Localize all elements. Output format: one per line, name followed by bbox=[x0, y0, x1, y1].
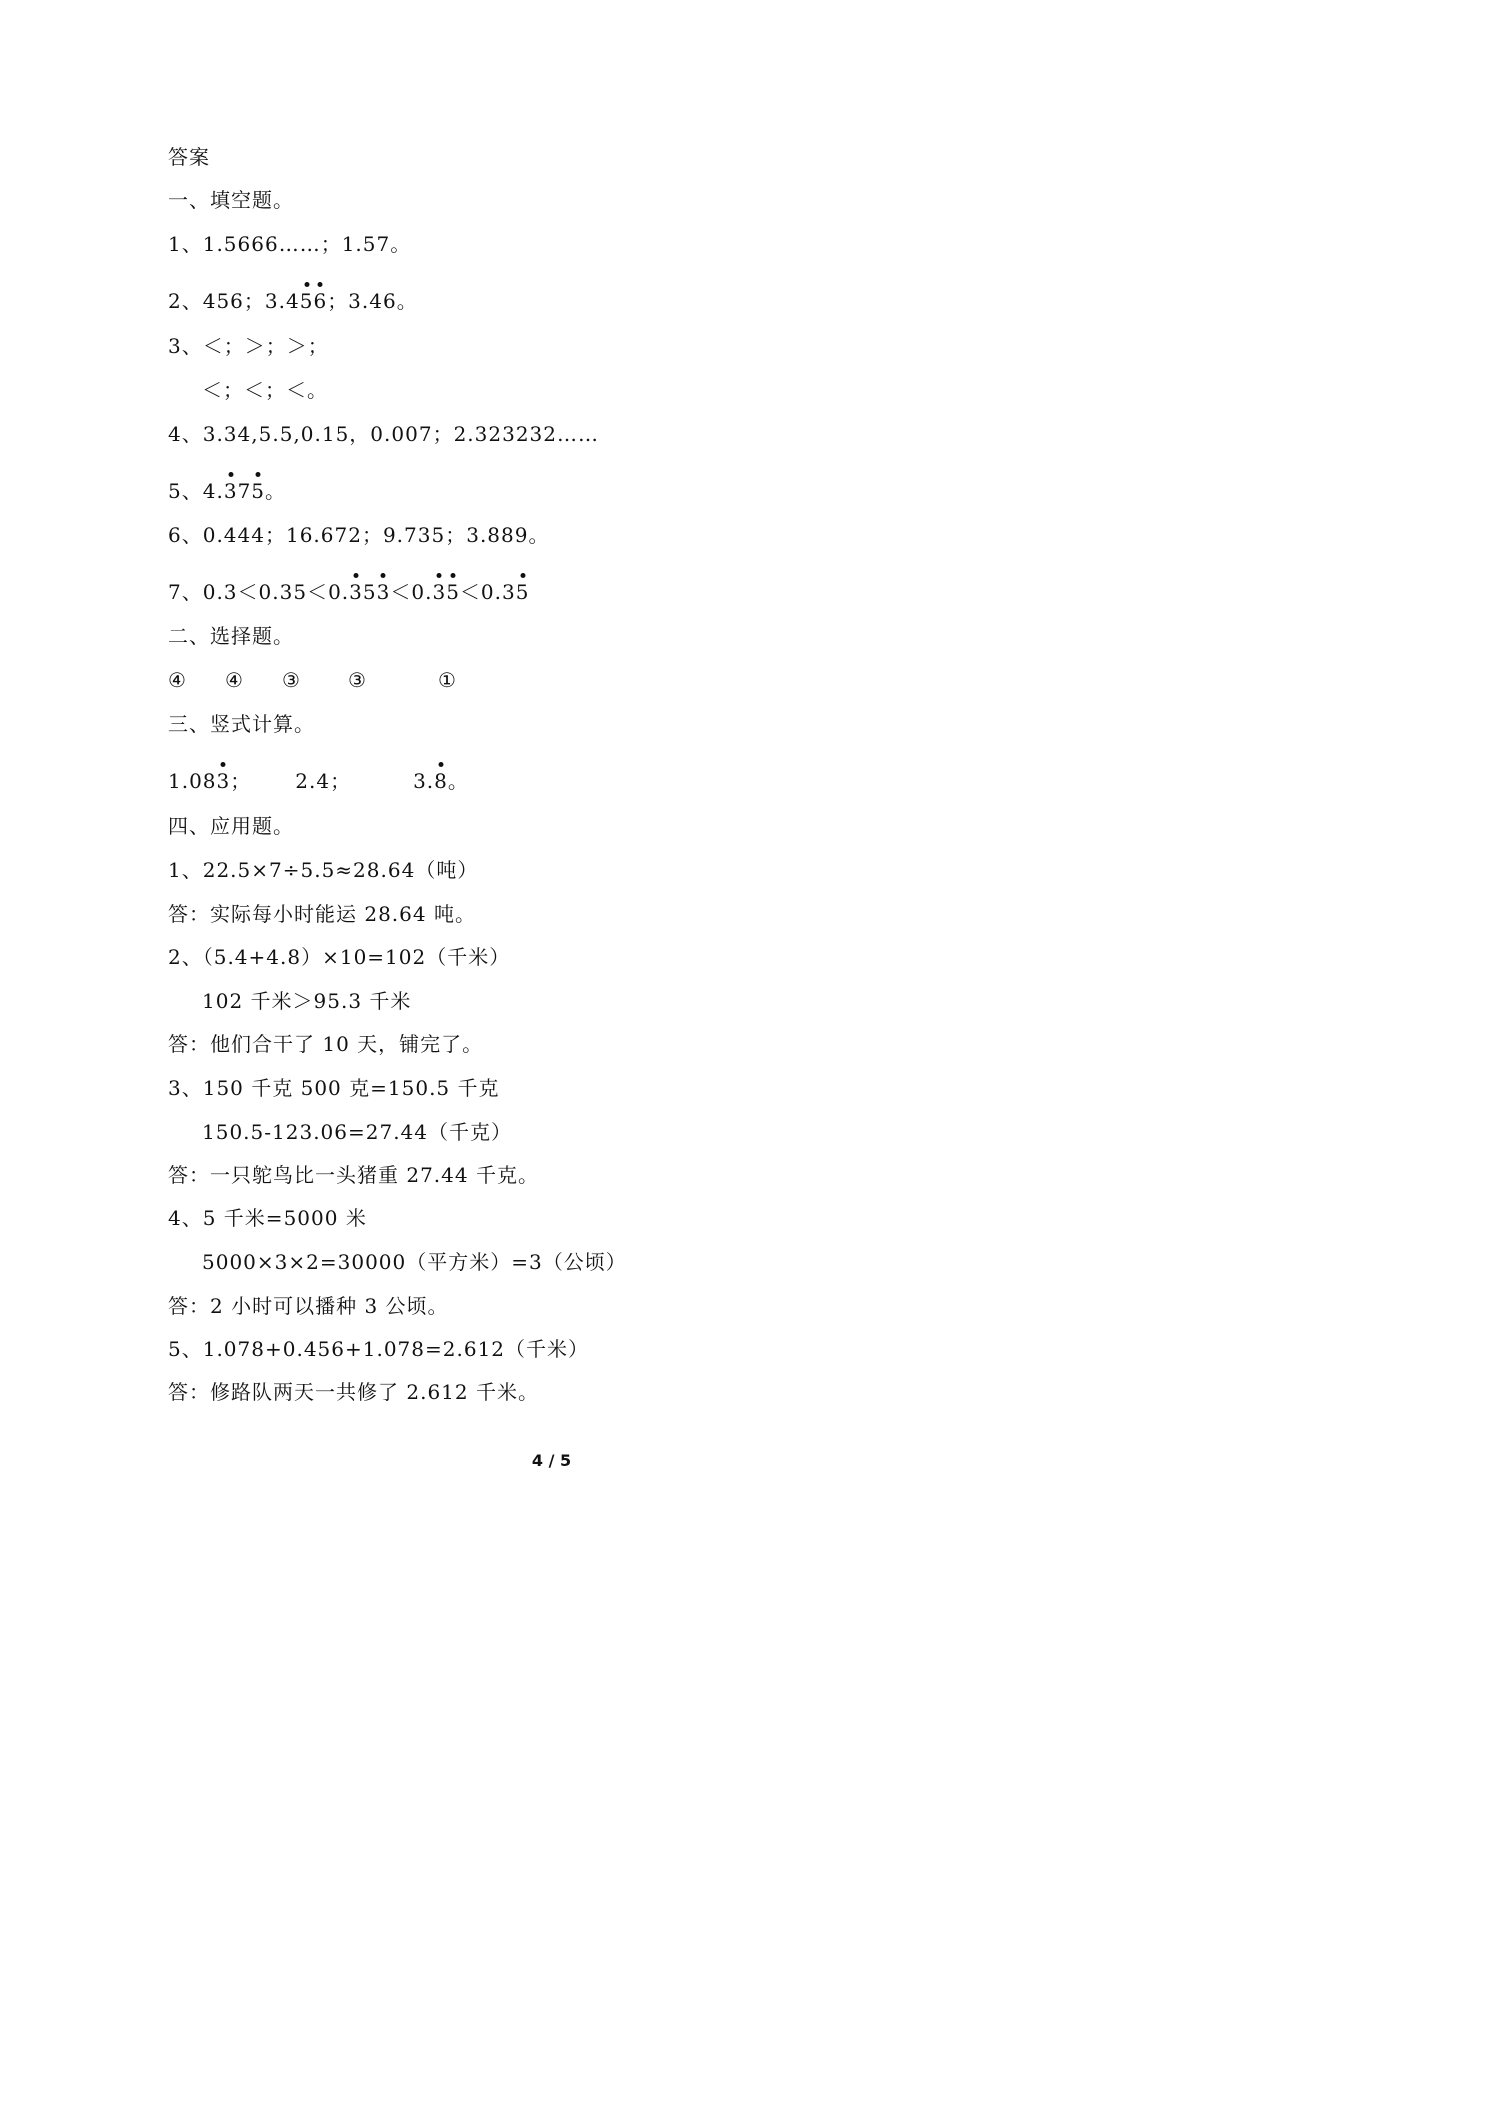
answer-line-3b: ＜；＜；＜。 bbox=[202, 378, 328, 402]
decimal-part: 0.3 bbox=[480, 580, 516, 604]
section-heading-vertical-calc: 三、竖式计算。 bbox=[168, 712, 315, 736]
answer-line-1: 1、1.5666……；1.57。 bbox=[168, 232, 412, 256]
answer-text: 7、0.3＜0.35＜ bbox=[168, 580, 329, 604]
less-than-sign: ＜ bbox=[459, 580, 481, 604]
section-heading-application: 四、应用题。 bbox=[168, 814, 294, 838]
section-heading-fill-blank: 一、填空题。 bbox=[168, 188, 294, 212]
decimal-part: 4. bbox=[202, 479, 224, 503]
problem-3-calc: 150.5-123.06=27.44（千克） bbox=[202, 1120, 513, 1144]
problem-5-answer: 答：修路队两天一共修了 2.612 千米。 bbox=[168, 1380, 539, 1404]
repeating-digit: 3 bbox=[216, 769, 231, 793]
repeating-digit: 3 bbox=[223, 479, 238, 503]
repeating-digit: 3 bbox=[432, 580, 447, 604]
answer-text: ；3.46。 bbox=[327, 289, 418, 313]
repeating-digit: 3 bbox=[349, 580, 363, 604]
answer-line-5 bbox=[168, 477, 286, 505]
answer-line-7 bbox=[168, 578, 529, 606]
answer-text: 2、456； bbox=[168, 289, 265, 313]
problem-2-answer: 答：他们合干了 10 天，铺完了。 bbox=[168, 1032, 484, 1056]
answer-text: 。 bbox=[265, 479, 287, 503]
result-value: 3. bbox=[413, 769, 435, 793]
repeating-digit: 3 bbox=[376, 580, 391, 604]
page-title: 答案 bbox=[168, 145, 210, 169]
problem-1-answer: 答：实际每小时能运 28.64 吨。 bbox=[168, 902, 476, 926]
result-value: 1.08 bbox=[168, 769, 217, 793]
decimal-part: 7 bbox=[237, 479, 252, 503]
choice-answer-4: ③ bbox=[348, 668, 367, 692]
page-number: 4 / 5 bbox=[531, 1451, 572, 1470]
choice-answers bbox=[168, 666, 508, 694]
problem-2-compare: 102 千米＞95.3 千米 bbox=[202, 989, 412, 1013]
repeating-digit: 5 bbox=[446, 580, 460, 604]
choice-answer-1: ④ bbox=[168, 668, 187, 692]
answer-line-2 bbox=[168, 287, 418, 315]
choice-answer-5: ① bbox=[438, 668, 457, 692]
answer-text: 5、 bbox=[168, 479, 203, 503]
repeating-digit: 6 bbox=[313, 289, 328, 313]
problem-3-convert: 3、150 千克 500 克=150.5 千克 bbox=[168, 1076, 500, 1100]
answer-line-6: 6、0.444；16.672；9.735；3.889。 bbox=[168, 523, 550, 547]
problem-3-answer: 答：一只鸵鸟比一头猪重 27.44 千克。 bbox=[168, 1163, 539, 1187]
problem-2-calc: 2、（5.4+4.8）×10=102（千米） bbox=[168, 945, 511, 969]
decimal-part: 5 bbox=[362, 580, 377, 604]
vertical-calc-results bbox=[168, 767, 469, 795]
answer-line-3a: 3、＜；＞；＞； bbox=[168, 334, 329, 358]
problem-4-calc: 5000×3×2=30000（平方米）=3（公顷） bbox=[202, 1250, 627, 1274]
decimal-part: 0. bbox=[328, 580, 350, 604]
choice-answer-3: ③ bbox=[282, 668, 301, 692]
problem-4-convert: 4、5 千米=5000 米 bbox=[168, 1206, 367, 1230]
repeating-digit: 5 bbox=[251, 479, 266, 503]
repeating-digit: 5 bbox=[299, 289, 314, 313]
decimal-part: 0. bbox=[411, 580, 433, 604]
less-than-sign: ＜ bbox=[390, 580, 412, 604]
repeating-digit: 8 bbox=[434, 769, 448, 793]
section-heading-choice: 二、选择题。 bbox=[168, 624, 294, 648]
answer-line-4: 4、3.34,5.5,0.15，0.007；2.323232…… bbox=[168, 422, 599, 446]
problem-1-calc: 1、22.5×7÷5.5≈28.64（吨） bbox=[168, 858, 479, 882]
choice-answer-2: ④ bbox=[225, 668, 244, 692]
answer-text: ； bbox=[230, 769, 252, 793]
decimal-part: 3.4 bbox=[264, 289, 300, 313]
repeating-digit: 5 bbox=[515, 580, 530, 604]
result-value: 2.4； bbox=[295, 769, 352, 793]
problem-5-calc: 5、1.078+0.456+1.078=2.612（千米） bbox=[168, 1337, 590, 1361]
problem-4-answer: 答：2 小时可以播种 3 公顷。 bbox=[168, 1294, 449, 1318]
answer-text: 。 bbox=[447, 769, 469, 793]
